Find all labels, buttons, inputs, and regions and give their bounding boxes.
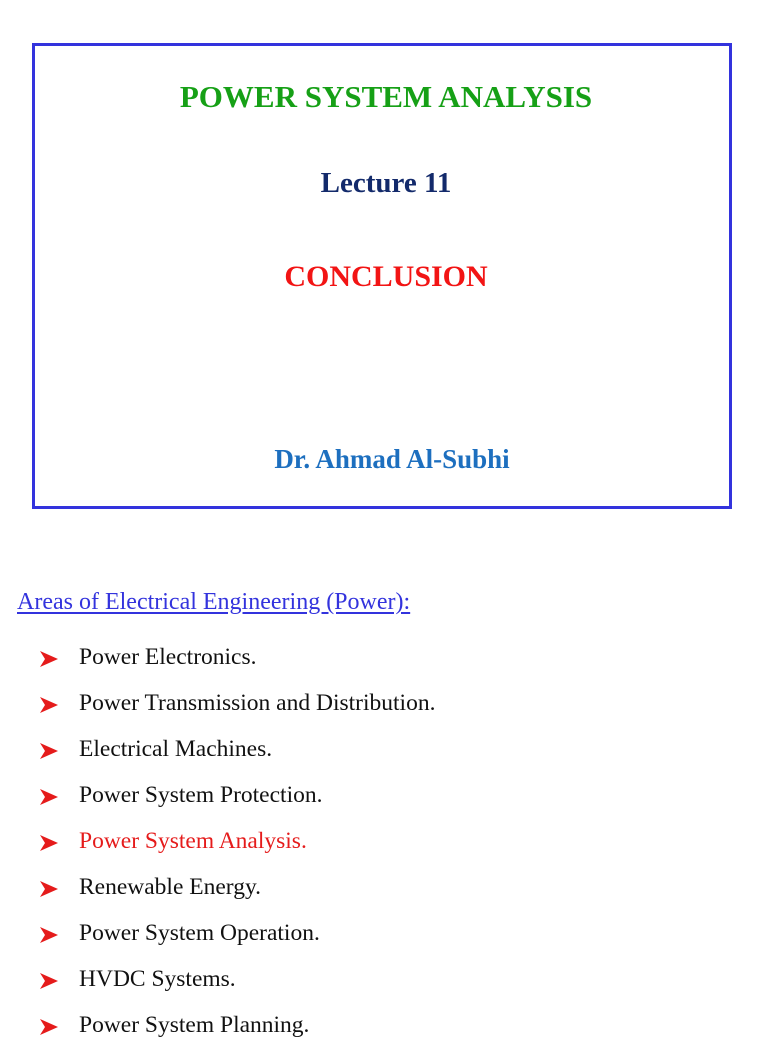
- arrowhead-bullet-icon: [38, 925, 60, 945]
- list-item-label: Renewable Energy.: [79, 874, 262, 900]
- author-name: Dr. Ahmad Al-Subhi: [274, 444, 510, 474]
- arrowhead-bullet-icon: [38, 787, 60, 807]
- list-item-label: Electrical Machines.: [79, 736, 273, 762]
- arrowhead-bullet-icon: [38, 879, 60, 899]
- list-item-label: HVDC Systems.: [79, 966, 236, 992]
- lecture-topic: CONCLUSION: [284, 260, 488, 293]
- areas-heading: Areas of Electrical Engineering (Power):: [17, 589, 411, 615]
- list-item-label: Power System Protection.: [79, 782, 323, 808]
- arrowhead-bullet-icon: [38, 695, 60, 715]
- list-item-label: Power Transmission and Distribution.: [79, 690, 436, 716]
- list-item-label: Power Electronics.: [79, 644, 257, 670]
- list-item-label: Power System Operation.: [79, 920, 320, 946]
- arrowhead-bullet-icon: [38, 741, 60, 761]
- arrowhead-bullet-icon: [38, 649, 60, 669]
- lecture-number: Lecture 11: [320, 167, 452, 199]
- course-title: POWER SYSTEM ANALYSIS: [179, 79, 593, 114]
- list-item-label: Power System Planning.: [79, 1012, 310, 1038]
- list-item-label: Power System Analysis.: [79, 828, 307, 854]
- arrowhead-bullet-icon: [38, 971, 60, 991]
- arrowhead-bullet-icon: [38, 1017, 60, 1037]
- title-slide-box: [32, 43, 732, 509]
- arrowhead-bullet-icon: [38, 833, 60, 853]
